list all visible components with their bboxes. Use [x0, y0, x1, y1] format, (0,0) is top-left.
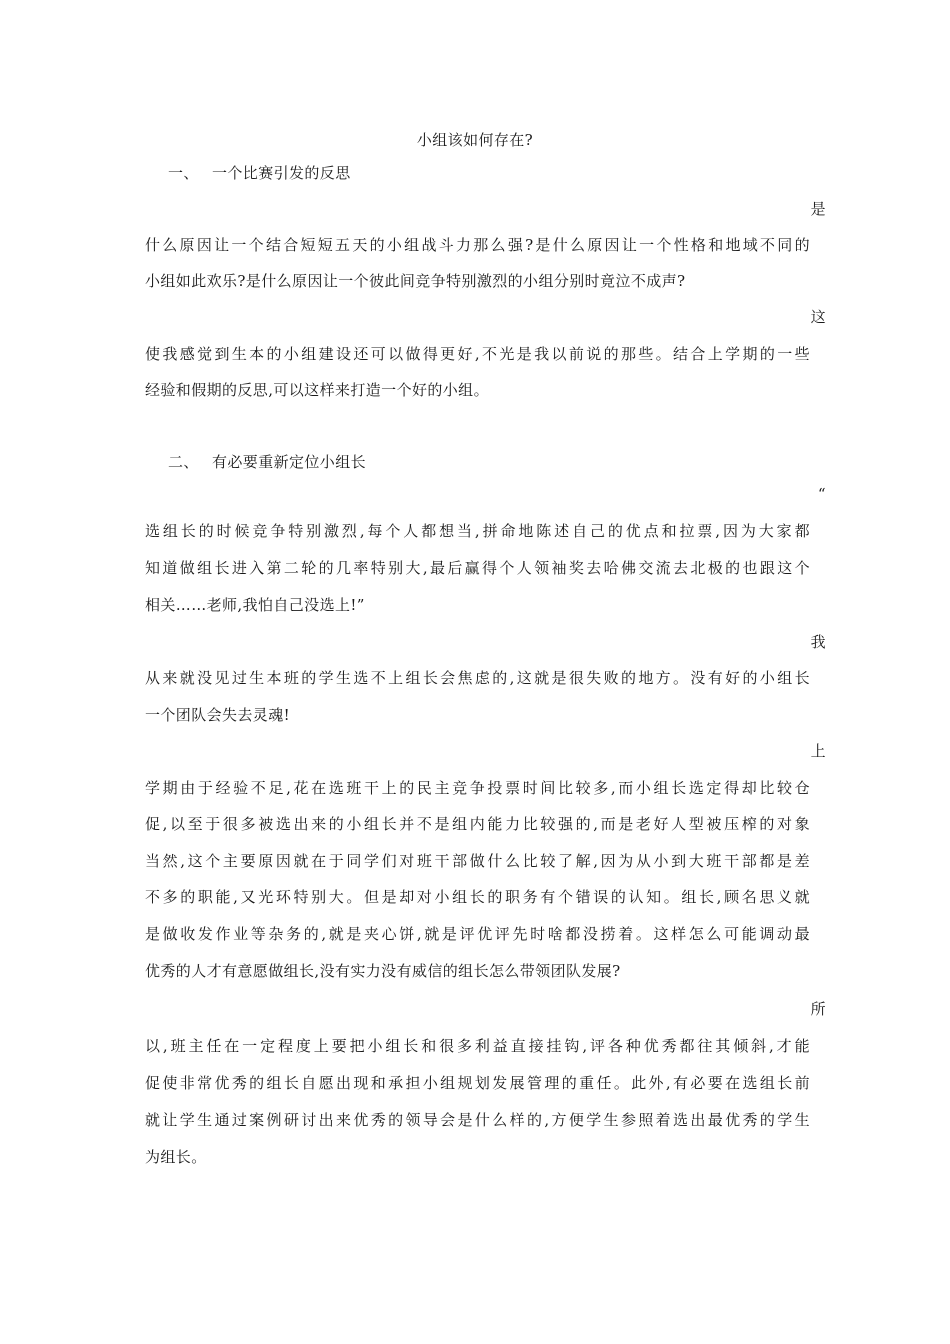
paragraph-line: 优秀的人才有意愿做组长,没有实力没有威信的组长怎么带领团队发展? — [145, 962, 621, 980]
paragraph-line: 为组长。 — [145, 1148, 207, 1166]
paragraph-lead-char: 我 — [810, 633, 826, 651]
paragraph-line: 促,以至于很多被选出来的小组长并不是组内能力比较强的,而是老好人型被压榨的对象 — [145, 815, 810, 833]
document-title: 小组该如何存在? — [416, 131, 534, 149]
paragraph-lead-char: 所 — [810, 1000, 826, 1018]
paragraph-lead-char: 这 — [810, 308, 826, 326]
paragraph-line: 从来就没见过生本班的学生选不上组长会焦虑的,这就是很失败的地方。没有好的小组长 — [145, 669, 810, 687]
paragraph-line: 什么原因让一个结合短短五天的小组战斗力那么强?是什么原因让一个性格和地域不同的 — [145, 236, 810, 254]
paragraph-line: 不多的职能,又光环特别大。但是却对小组长的职务有个错误的认知。组长,顾名思义就 — [145, 888, 810, 906]
paragraph-line: 一个团队会失去灵魂! — [145, 706, 291, 724]
section-heading-1 — [168, 163, 351, 183]
paragraph-lead-char: 上 — [810, 742, 826, 760]
section-heading-text: 一个比赛引发的反思 — [212, 164, 351, 182]
paragraph-line: 选组长的时候竞争特别激烈,每个人都想当,拼命地陈述自己的优点和拉票,因为大家都 — [145, 522, 810, 540]
paragraph-line: 小组如此欢乐?是什么原因让一个彼此间竞争特别激烈的小组分别时竟泣不成声? — [145, 272, 686, 290]
paragraph-lead-char: 是 — [810, 200, 826, 218]
paragraph-line: 经验和假期的反思,可以这样来打造一个好的小组。 — [145, 381, 489, 399]
paragraph-line: 以,班主任在一定程度上要把小组长和很多利益直接挂钩,评各种优秀都往其倾斜,才能 — [145, 1037, 810, 1055]
paragraph-line: 当然,这个主要原因就在于同学们对班干部做什么比较了解,因为从小到大班干部都是差 — [145, 852, 810, 870]
paragraph-line: 就让学生通过案例研讨出来优秀的领导会是什么样的,方便学生参照着选出最优秀的学生 — [145, 1111, 810, 1129]
paragraph-line: 是做收发作业等杂务的,就是夹心饼,就是评优评先时啥都没捞着。这样怎么可能调动最 — [145, 925, 810, 943]
paragraph-line: 学期由于经验不足,花在选班干上的民主竞争投票时间比较多,而小组长选定得却比较仓 — [145, 779, 810, 797]
section-heading-text: 有必要重新定位小组长 — [212, 453, 367, 471]
paragraph-line: 知道做组长进入第二轮的几率特别大,最后赢得个人领袖奖去哈佛交流去北极的也跟这个 — [145, 559, 810, 577]
paragraph-lead-char: “ — [817, 485, 826, 503]
paragraph-line: 促使非常优秀的组长自愿出现和承担小组规划发展管理的重任。此外,有必要在选组长前 — [145, 1074, 810, 1092]
section-number: 二、 — [168, 453, 199, 471]
paragraph-line: 相关……老师,我怕自己没选上!” — [145, 596, 365, 614]
section-number: 一、 — [168, 164, 199, 182]
section-heading-2 — [168, 452, 366, 472]
paragraph-line: 使我感觉到生本的小组建设还可以做得更好,不光是我以前说的那些。结合上学期的一些 — [145, 345, 810, 363]
